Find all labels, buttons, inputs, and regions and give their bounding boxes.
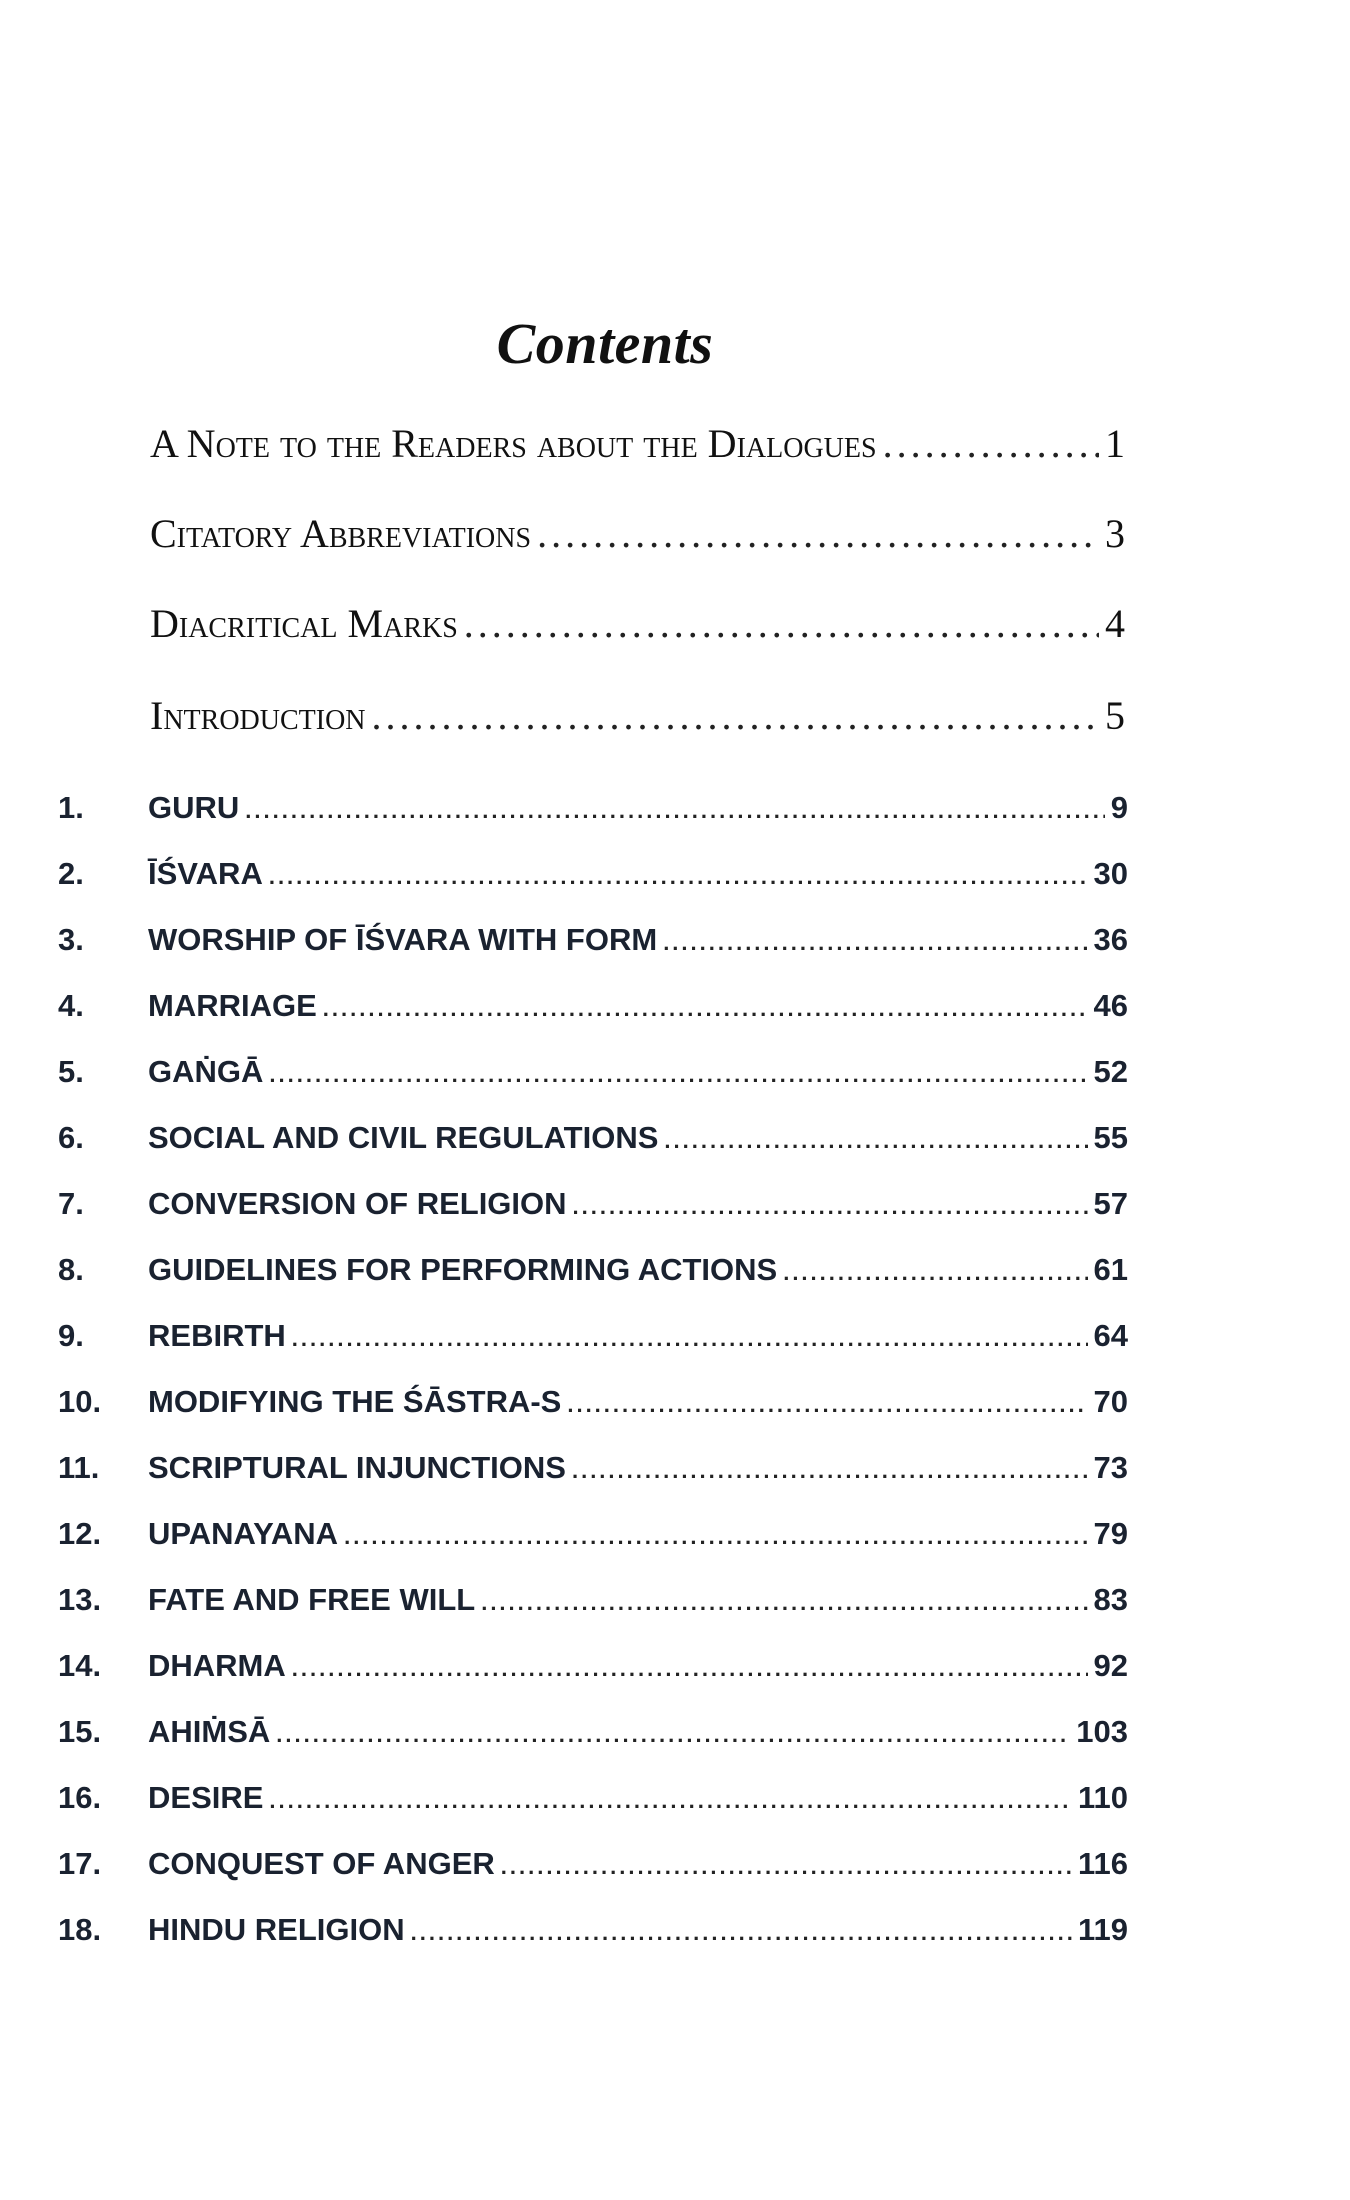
chapter-title: ĪŚVARA — [148, 856, 263, 891]
toc-page-number: 3 — [1105, 511, 1125, 556]
toc-page-number: 55 — [1093, 1120, 1128, 1155]
toc-chapter-entry[interactable] — [58, 1120, 1128, 1164]
chapter-title: FATE AND FREE WILL — [148, 1582, 476, 1617]
toc-chapter-entry[interactable] — [58, 790, 1128, 834]
toc-page-number: 1 — [1105, 421, 1125, 466]
toc-entry-label: Diacritical Marks — [150, 601, 458, 646]
chapter-title: SCRIPTURAL INJUNCTIONS — [148, 1450, 566, 1485]
dot-leader — [664, 1128, 1087, 1154]
dot-leader — [269, 1788, 1072, 1814]
toc-chapter-entry[interactable] — [58, 1516, 1128, 1560]
chapter-number: 17. — [58, 1846, 102, 1881]
dot-leader — [292, 1326, 1088, 1352]
chapter-title: GURU — [148, 790, 240, 825]
toc-page-number: 52 — [1093, 1054, 1128, 1089]
dot-leader — [573, 1194, 1088, 1220]
toc-front-entry[interactable] — [150, 420, 1125, 480]
toc-page-number: 46 — [1093, 988, 1128, 1023]
toc-page-number: 119 — [1077, 1912, 1128, 1947]
dot-leader — [537, 510, 1099, 557]
toc-front-entry[interactable] — [150, 510, 1125, 570]
chapter-number: 8. — [58, 1252, 84, 1287]
toc-chapter-entry[interactable] — [58, 1450, 1128, 1494]
chapter-number: 9. — [58, 1318, 84, 1353]
toc-chapter-entry[interactable] — [58, 1780, 1128, 1824]
dot-leader — [372, 692, 1099, 739]
chapter-number: 11. — [58, 1450, 100, 1485]
toc-chapter-entry[interactable] — [58, 1186, 1128, 1230]
dot-leader — [501, 1854, 1072, 1880]
dot-leader — [481, 1590, 1087, 1616]
chapter-title: MODIFYING THE ŚĀSTRA-S — [148, 1384, 562, 1419]
dot-leader — [344, 1524, 1087, 1550]
toc-page-number: 110 — [1077, 1780, 1128, 1815]
dot-leader — [269, 1062, 1087, 1088]
toc-page-number: 83 — [1093, 1582, 1128, 1617]
toc-page-number: 61 — [1093, 1252, 1128, 1287]
chapter-title: UPANAYANA — [148, 1516, 339, 1551]
chapter-number: 13. — [58, 1582, 102, 1617]
chapter-number: 1. — [58, 790, 84, 825]
dot-leader — [411, 1920, 1072, 1946]
toc-entry-label: Introduction — [150, 693, 366, 738]
chapter-number: 6. — [58, 1120, 84, 1155]
chapter-title: HINDU RELIGION — [148, 1912, 405, 1947]
chapter-number: 18. — [58, 1912, 102, 1947]
chapter-title: DESIRE — [148, 1780, 264, 1815]
dot-leader — [572, 1458, 1088, 1484]
chapter-number: 15. — [58, 1714, 102, 1749]
toc-page-number: 5 — [1105, 693, 1125, 738]
dot-leader — [567, 1392, 1087, 1418]
dot-leader — [464, 600, 1099, 647]
chapter-number: 7. — [58, 1186, 84, 1221]
chapter-number: 4. — [58, 988, 84, 1023]
toc-page-number: 70 — [1093, 1384, 1128, 1419]
chapter-number: 14. — [58, 1648, 102, 1683]
chapter-number: 5. — [58, 1054, 84, 1089]
toc-front-entry[interactable] — [150, 600, 1125, 660]
toc-page-number: 92 — [1093, 1648, 1128, 1683]
dot-leader — [663, 930, 1087, 956]
dot-leader — [883, 420, 1099, 467]
toc-page-number: 103 — [1076, 1714, 1128, 1749]
page-title: Contents — [496, 311, 714, 376]
toc-page-number: 73 — [1093, 1450, 1128, 1485]
toc-chapter-entry[interactable] — [58, 1582, 1128, 1626]
toc-chapter-entry[interactable] — [58, 1846, 1128, 1890]
toc-entry-label: Citatory Abbreviations — [150, 511, 532, 556]
toc-chapter-entry[interactable] — [58, 1384, 1128, 1428]
chapter-number: 12. — [58, 1516, 102, 1551]
toc-chapter-entry[interactable] — [58, 856, 1128, 900]
toc-page-number: 64 — [1093, 1318, 1128, 1353]
chapter-title: MARRIAGE — [148, 988, 317, 1023]
dot-leader — [323, 996, 1088, 1022]
toc-page-number: 79 — [1093, 1516, 1128, 1551]
chapter-title: WORSHIP OF ĪŚVARA WITH FORM — [148, 922, 658, 957]
toc-chapter-entry[interactable] — [58, 1252, 1128, 1296]
chapter-title: SOCIAL AND CIVIL REGULATIONS — [148, 1120, 659, 1155]
chapter-title: CONQUEST OF ANGER — [148, 1846, 495, 1881]
toc-page-number: 57 — [1093, 1186, 1128, 1221]
toc-page-number: 30 — [1093, 856, 1128, 891]
dot-leader — [276, 1722, 1070, 1748]
chapter-title: CONVERSION OF RELIGION — [148, 1186, 567, 1221]
toc-chapter-entry[interactable] — [58, 1054, 1128, 1098]
toc-chapter-entry[interactable] — [58, 1318, 1128, 1362]
dot-leader — [783, 1260, 1087, 1286]
toc-chapter-entry[interactable] — [58, 1648, 1128, 1692]
toc-chapter-entry[interactable] — [58, 922, 1128, 966]
chapter-title: REBIRTH — [148, 1318, 286, 1353]
chapter-title: AHIṀSĀ — [148, 1714, 271, 1749]
chapter-number: 2. — [58, 856, 84, 891]
toc-chapter-entry[interactable] — [58, 1714, 1128, 1758]
toc-page-number: 4 — [1105, 601, 1125, 646]
toc-chapter-entry[interactable] — [58, 988, 1128, 1032]
chapter-title: DHARMA — [148, 1648, 286, 1683]
chapter-title: GAṄGĀ — [148, 1054, 264, 1089]
chapter-number: 16. — [58, 1780, 102, 1815]
chapter-number: 10. — [58, 1384, 102, 1419]
toc-front-entry[interactable] — [150, 692, 1125, 752]
chapter-number: 3. — [58, 922, 84, 957]
toc-page-number: 116 — [1077, 1846, 1128, 1881]
chapter-title: GUIDELINES FOR PERFORMING ACTIONS — [148, 1252, 778, 1287]
toc-page-number: 36 — [1093, 922, 1128, 957]
toc-entry-label: A Note to the Readers about the Dialogues — [150, 421, 877, 466]
toc-chapter-entry[interactable] — [58, 1912, 1128, 1956]
toc-page-number: 9 — [1110, 790, 1128, 825]
dot-leader — [269, 864, 1088, 890]
dot-leader — [245, 798, 1104, 824]
dot-leader — [292, 1656, 1088, 1682]
